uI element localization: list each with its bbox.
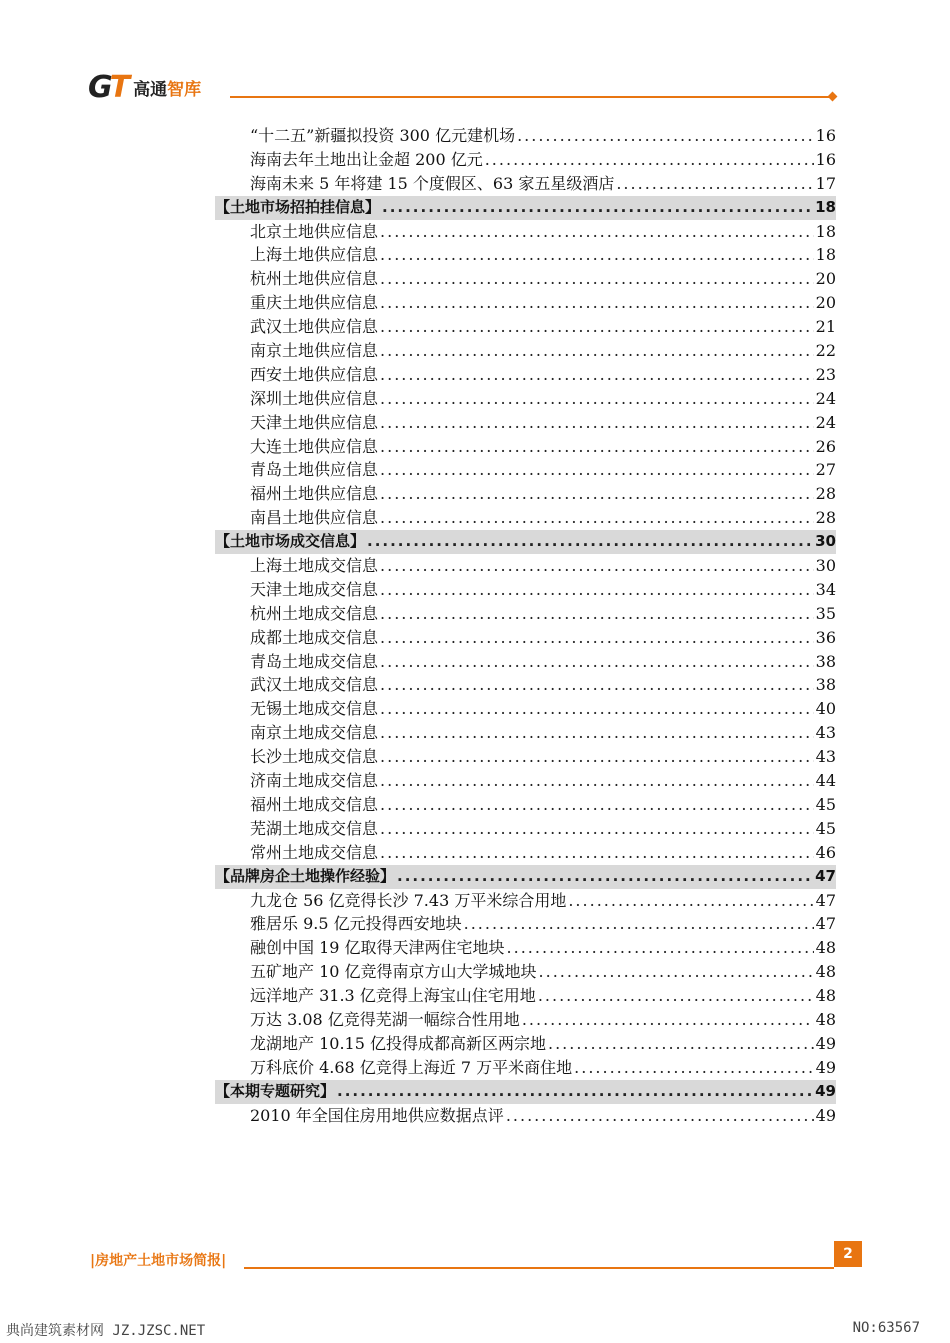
toc-leader-dots bbox=[337, 1080, 813, 1104]
toc-leader-dots bbox=[380, 626, 814, 650]
toc-page-number: 18 bbox=[815, 197, 836, 216]
toc-leader-dots bbox=[380, 411, 814, 435]
toc-section-row[interactable] bbox=[215, 1080, 836, 1104]
toc-entry-title: 龙湖地产 10.15 亿投得成都高新区两宗地 bbox=[250, 1033, 546, 1053]
toc-entry-title: 2010 年全国住房用地供应数据点评 bbox=[250, 1105, 504, 1125]
logo-mark-g: G bbox=[88, 69, 110, 105]
toc-item-row[interactable] bbox=[215, 626, 836, 650]
toc-item-row[interactable] bbox=[215, 602, 836, 626]
toc-leader-dots bbox=[380, 745, 814, 769]
toc-item-row[interactable] bbox=[215, 673, 836, 697]
toc-entry-title: 长沙土地成交信息 bbox=[250, 747, 379, 767]
toc-entry-title: 天津土地供应信息 bbox=[250, 412, 379, 432]
brand-logo bbox=[88, 69, 202, 105]
toc-item-row[interactable] bbox=[215, 793, 836, 817]
toc-page-number: 47 bbox=[815, 890, 836, 910]
toc-page-number: 49 bbox=[815, 1057, 836, 1077]
watermark-right: NO:63567 bbox=[852, 1320, 920, 1336]
toc-entry-title: 万达 3.08 亿竞得芜湖一幅综合性用地 bbox=[250, 1009, 520, 1029]
toc-leader-dots bbox=[380, 793, 814, 817]
page-number-badge: 2 bbox=[834, 1241, 862, 1267]
toc-entry-title: 济南土地成交信息 bbox=[250, 771, 379, 791]
toc-page-number: 28 bbox=[815, 508, 836, 528]
toc-page-number: 20 bbox=[815, 293, 836, 313]
toc-entry-title: 重庆土地供应信息 bbox=[250, 293, 379, 313]
toc-page-number: 24 bbox=[815, 412, 836, 432]
toc-page-number: 27 bbox=[815, 460, 836, 480]
toc-page-number: 21 bbox=[815, 317, 836, 337]
toc-item-row[interactable] bbox=[215, 1104, 836, 1128]
toc-page-number: 49 bbox=[815, 1105, 836, 1125]
toc-item-row[interactable] bbox=[215, 220, 836, 244]
toc-page-number: 49 bbox=[815, 1033, 836, 1053]
toc-entry-title: 【品牌房企土地操作经验】 bbox=[215, 866, 396, 885]
toc-entry-title: 海南未来 5 年将建 15 个度假区、63 家五星级酒店 bbox=[250, 173, 615, 193]
toc-page-number: 28 bbox=[815, 484, 836, 504]
toc-page-number: 23 bbox=[815, 364, 836, 384]
toc-page-number: 38 bbox=[815, 651, 836, 671]
toc-item-row[interactable] bbox=[215, 936, 836, 960]
toc-page-number: 45 bbox=[815, 818, 836, 838]
toc-leader-dots bbox=[380, 602, 814, 626]
header-rule bbox=[230, 96, 830, 98]
toc-item-row[interactable] bbox=[215, 148, 836, 172]
toc-entry-title: 上海土地成交信息 bbox=[250, 556, 379, 576]
toc-leader-dots bbox=[380, 769, 814, 793]
toc-entry-title: 福州土地供应信息 bbox=[250, 484, 379, 504]
watermark-left: 典尚建筑素材网 JZ.JZSC.NET bbox=[6, 1323, 206, 1339]
toc-entry-title: 无锡土地成交信息 bbox=[250, 699, 379, 719]
toc-leader-dots bbox=[380, 650, 814, 674]
toc-section-row[interactable] bbox=[215, 865, 836, 889]
toc-entry-title: 杭州土地成交信息 bbox=[250, 603, 379, 623]
toc-entry-title: 【本期专题研究】 bbox=[215, 1081, 336, 1100]
toc-entry-title: 天津土地成交信息 bbox=[250, 579, 379, 599]
toc-entry-title: 雅居乐 9.5 亿元投得西安地块 bbox=[250, 914, 462, 934]
toc-leader-dots bbox=[380, 673, 814, 697]
toc-entry-title: 杭州土地供应信息 bbox=[250, 269, 379, 289]
toc-leader-dots bbox=[517, 124, 814, 148]
toc-entry-title: 南昌土地供应信息 bbox=[250, 508, 379, 528]
toc-page-number: 30 bbox=[815, 532, 836, 551]
toc-page-number: 48 bbox=[815, 986, 836, 1006]
toc-leader-dots bbox=[464, 912, 814, 936]
toc-entry-title: 【土地市场成交信息】 bbox=[215, 532, 366, 551]
toc-page-number: 38 bbox=[815, 675, 836, 695]
toc-leader-dots bbox=[380, 315, 814, 339]
toc-item-row[interactable] bbox=[215, 721, 836, 745]
toc-entry-title: 成都土地成交信息 bbox=[250, 627, 379, 647]
toc-leader-dots bbox=[380, 220, 814, 244]
toc-entry-title: 南京土地成交信息 bbox=[250, 723, 379, 743]
toc-entry-title: 福州土地成交信息 bbox=[250, 794, 379, 814]
toc-item-row[interactable] bbox=[215, 960, 836, 984]
toc-item-row[interactable] bbox=[215, 124, 836, 148]
toc-leader-dots bbox=[568, 889, 813, 913]
toc-item-row[interactable] bbox=[215, 411, 836, 435]
toc-page-number: 48 bbox=[815, 938, 836, 958]
toc-section-row[interactable] bbox=[215, 530, 836, 554]
toc-page-number: 49 bbox=[815, 1081, 836, 1100]
toc-item-row[interactable] bbox=[215, 315, 836, 339]
toc-item-row[interactable] bbox=[215, 984, 836, 1008]
logo-text-a: 高通 bbox=[133, 79, 168, 100]
toc-entry-title: 常州土地成交信息 bbox=[250, 842, 379, 862]
toc-page-number: 44 bbox=[815, 771, 836, 791]
toc-leader-dots bbox=[380, 291, 814, 315]
logo-mark-t: T bbox=[109, 69, 128, 105]
toc-item-row[interactable] bbox=[215, 387, 836, 411]
header-diamond-icon bbox=[828, 92, 838, 102]
toc-leader-dots bbox=[506, 1104, 814, 1128]
toc-page-number: 34 bbox=[815, 579, 836, 599]
toc-leader-dots bbox=[538, 984, 814, 1008]
toc-page-number: 36 bbox=[815, 627, 836, 647]
toc-leader-dots bbox=[380, 817, 814, 841]
toc-leader-dots bbox=[380, 267, 814, 291]
toc-leader-dots bbox=[382, 196, 813, 220]
toc-item-row[interactable] bbox=[215, 1008, 836, 1032]
toc-page-number: 46 bbox=[815, 842, 836, 862]
toc-item-row[interactable] bbox=[215, 745, 836, 769]
toc-leader-dots bbox=[380, 721, 814, 745]
toc-item-row[interactable] bbox=[215, 554, 836, 578]
toc-leader-dots bbox=[616, 172, 813, 196]
toc-entry-title: 芜湖土地成交信息 bbox=[250, 818, 379, 838]
toc-page-number: 24 bbox=[815, 388, 836, 408]
toc-entry-title: 融创中国 19 亿取得天津两住宅地块 bbox=[250, 938, 505, 958]
toc-section-row[interactable] bbox=[215, 196, 836, 220]
toc-page-number: 35 bbox=[815, 603, 836, 623]
toc-entry-title: 远洋地产 31.3 亿竞得上海宝山住宅用地 bbox=[250, 986, 536, 1006]
toc-entry-title: 万科底价 4.68 亿竞得上海近 7 万平米商住地 bbox=[250, 1057, 573, 1077]
toc-item-row[interactable] bbox=[215, 363, 836, 387]
toc-page-number: 26 bbox=[815, 436, 836, 456]
toc-entry-title: 深圳土地供应信息 bbox=[250, 388, 379, 408]
toc-leader-dots bbox=[380, 578, 814, 602]
toc-page-number: 16 bbox=[815, 149, 836, 169]
toc-leader-dots bbox=[380, 697, 814, 721]
toc-entry-title: 青岛土地成交信息 bbox=[250, 651, 379, 671]
toc-page-number: 43 bbox=[815, 747, 836, 767]
toc-leader-dots bbox=[522, 1008, 814, 1032]
toc-entry-title: 九龙仓 56 亿竞得长沙 7.43 万平米综合用地 bbox=[250, 890, 567, 910]
toc-leader-dots bbox=[380, 506, 814, 530]
footer-label: |房地产土地市场简报| bbox=[90, 1253, 227, 1269]
toc-leader-dots bbox=[485, 148, 814, 172]
toc-item-row[interactable] bbox=[215, 841, 836, 865]
toc-leader-dots bbox=[380, 458, 814, 482]
toc-entry-title: 【土地市场招拍挂信息】 bbox=[215, 197, 381, 216]
toc-page-number: 47 bbox=[815, 866, 836, 885]
toc-item-row[interactable] bbox=[215, 435, 836, 459]
toc-leader-dots bbox=[367, 530, 813, 554]
toc-page-number: 20 bbox=[815, 269, 836, 289]
toc-leader-dots bbox=[507, 936, 814, 960]
toc-item-row[interactable] bbox=[215, 267, 836, 291]
toc-item-row[interactable] bbox=[215, 817, 836, 841]
toc-leader-dots bbox=[574, 1056, 813, 1080]
toc-page-number: 48 bbox=[815, 962, 836, 982]
toc-page-number: 17 bbox=[815, 173, 836, 193]
toc-entry-title: 武汉土地成交信息 bbox=[250, 675, 379, 695]
toc-entry-title: 武汉土地供应信息 bbox=[250, 317, 379, 337]
footer-rule bbox=[244, 1267, 834, 1269]
toc-page-number: 48 bbox=[815, 1009, 836, 1029]
toc-leader-dots bbox=[380, 243, 814, 267]
toc-page-number: 16 bbox=[815, 126, 836, 145]
toc-page-number: 22 bbox=[815, 341, 836, 361]
logo-text-b: 智库 bbox=[167, 79, 202, 100]
toc-item-row[interactable] bbox=[215, 339, 836, 363]
toc-page-number: 43 bbox=[815, 723, 836, 743]
toc-leader-dots bbox=[380, 841, 814, 865]
toc-item-row[interactable] bbox=[215, 506, 836, 530]
toc-page-number: 30 bbox=[815, 556, 836, 576]
toc-entry-title: 西安土地供应信息 bbox=[250, 364, 379, 384]
toc-leader-dots bbox=[397, 865, 813, 889]
toc-leader-dots bbox=[380, 554, 814, 578]
toc-entry-title: 上海土地供应信息 bbox=[250, 245, 379, 265]
toc-item-row[interactable] bbox=[215, 578, 836, 602]
toc-leader-dots bbox=[548, 1032, 814, 1056]
toc-item-row[interactable] bbox=[215, 1032, 836, 1056]
toc-page-number: 18 bbox=[815, 245, 836, 265]
toc-leader-dots bbox=[380, 435, 814, 459]
toc-item-row[interactable] bbox=[215, 291, 836, 315]
toc-item-row[interactable] bbox=[215, 697, 836, 721]
toc-leader-dots bbox=[539, 960, 814, 984]
toc-item-row[interactable] bbox=[215, 650, 836, 674]
toc-entry-title: “十二五”新疆拟投资 300 亿元建机场 bbox=[250, 126, 516, 145]
toc-item-row[interactable] bbox=[215, 912, 836, 936]
toc-page-number: 45 bbox=[815, 794, 836, 814]
toc-page-number: 18 bbox=[815, 221, 836, 241]
toc-entry-title: 海南去年土地出让金超 200 亿元 bbox=[250, 149, 483, 169]
toc-page-number: 47 bbox=[815, 914, 836, 934]
toc-leader-dots bbox=[380, 339, 814, 363]
toc-item-row[interactable] bbox=[215, 458, 836, 482]
toc-entry-title: 五矿地产 10 亿竞得南京方山大学城地块 bbox=[250, 962, 537, 982]
toc-leader-dots bbox=[380, 387, 814, 411]
toc-entry-title: 北京土地供应信息 bbox=[250, 221, 379, 241]
toc-entry-title: 青岛土地供应信息 bbox=[250, 460, 379, 480]
toc-item-row[interactable] bbox=[215, 769, 836, 793]
toc-entry-title: 南京土地供应信息 bbox=[250, 341, 379, 361]
logo-text bbox=[133, 75, 201, 100]
toc-page-number: 40 bbox=[815, 699, 836, 719]
logo-mark bbox=[88, 70, 127, 105]
toc-item-row[interactable] bbox=[215, 243, 836, 267]
toc-item-row[interactable] bbox=[215, 889, 836, 913]
toc-item-row[interactable] bbox=[215, 172, 836, 196]
toc-item-row[interactable] bbox=[215, 1056, 836, 1080]
toc-leader-dots bbox=[380, 482, 814, 506]
toc-leader-dots bbox=[380, 363, 814, 387]
toc-entry-title: 大连土地供应信息 bbox=[250, 436, 379, 456]
toc-item-row[interactable] bbox=[215, 482, 836, 506]
table-of-contents bbox=[215, 124, 836, 1127]
